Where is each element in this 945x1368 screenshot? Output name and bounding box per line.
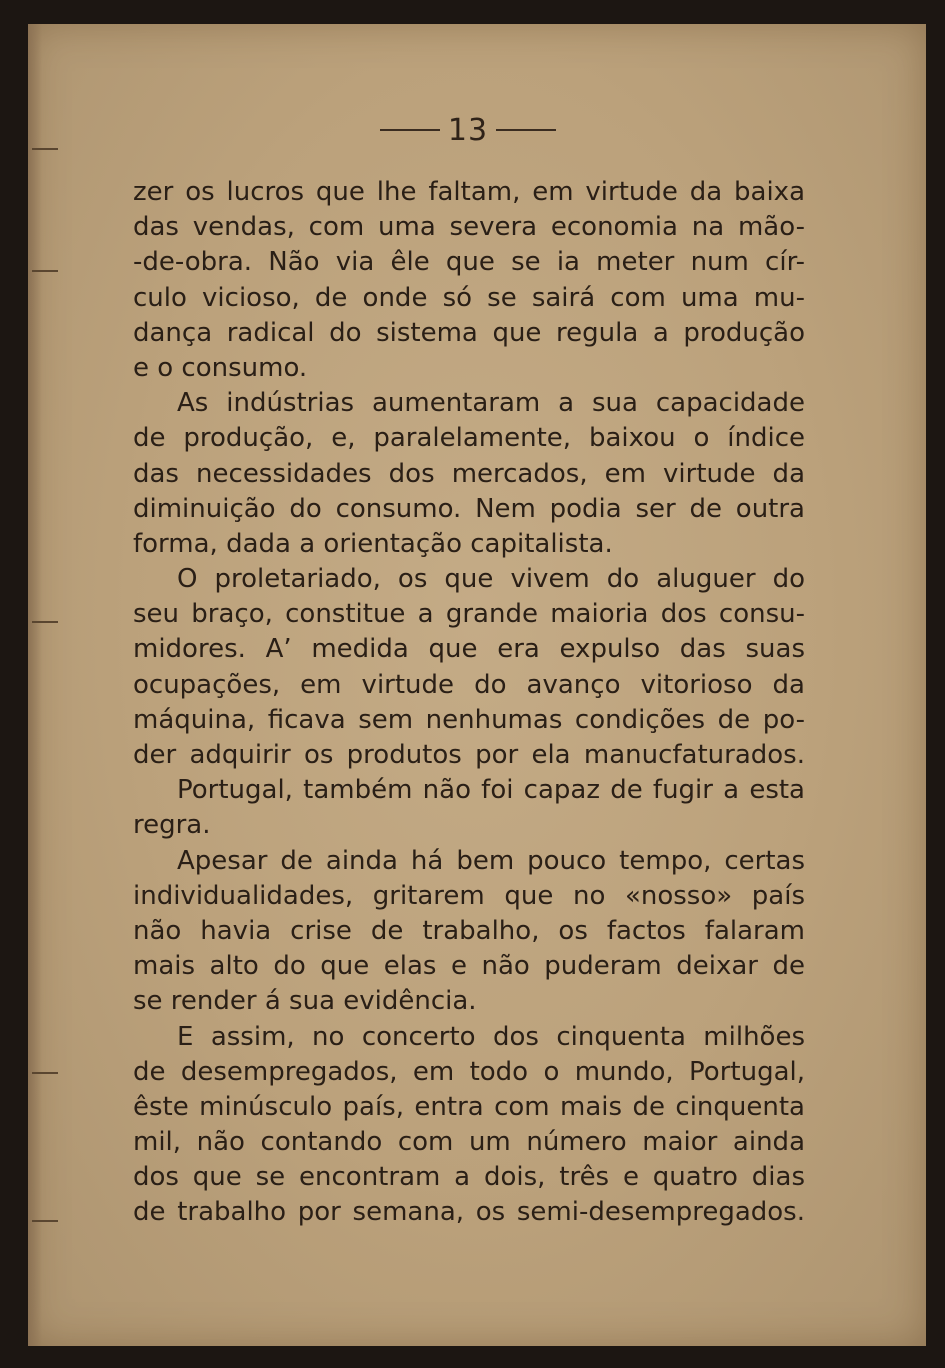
text-line: Portugal, também não foi capaz de fugir a esta (177, 775, 805, 806)
text-line: de desempregados, em todo o mundo, Portugal, (133, 1056, 805, 1087)
text-line: diminuição do consumo. Nem podia ser de outra (133, 493, 805, 524)
text-line: das vendas, com uma severa economia na mão- (133, 212, 805, 243)
text-line: dos que se encontram a dois, três e quatro dias (133, 1162, 805, 1193)
book-page (28, 24, 926, 1346)
header-rule-right (496, 129, 556, 131)
text-line: mil, não contando com um número maior ainda (133, 1127, 805, 1158)
text-line: As indústrias aumentaram a sua capacidade (177, 388, 805, 419)
text-line: de trabalho por semana, os semi-desempregados. (133, 1197, 805, 1228)
binding-mark (32, 1072, 58, 1074)
header-rule-left (380, 129, 440, 131)
text-line: -de-obra. Não via êle que se ia meter num cír- (133, 247, 805, 278)
text-line: zer os lucros que lhe faltam, em virtude da baixa (133, 177, 805, 207)
body-text (133, 175, 805, 1231)
text-line: E assim, no concerto dos cinquenta milhões (177, 1021, 805, 1052)
text-line: midores. A’ medida que era expulso das suas (133, 634, 805, 665)
binding-mark (32, 270, 58, 272)
text-line: êste minúsculo país, entra com mais de cinquenta (133, 1091, 805, 1122)
text-line: não havia crise de trabalho, os factos falaram (133, 915, 805, 946)
text-line: seu braço, constitue a grande maioria dos consu- (133, 599, 805, 630)
text-line: e o consumo. (133, 352, 308, 383)
text-line: máquina, ficava sem nenhumas condições de po- (133, 704, 805, 735)
text-line: ocupações, em virtude do avanço vitorioso da (133, 669, 805, 700)
text-line: der adquirir os produtos por ela manucfaturados. (133, 740, 805, 770)
text-line: das necessidades dos mercados, em virtude da (133, 458, 805, 489)
text-line: culo vicioso, de onde só se sairá com uma mu- (133, 282, 805, 313)
page-edge-shadow (28, 24, 42, 1346)
binding-mark (32, 621, 58, 623)
binding-mark (32, 1220, 58, 1222)
page-header (358, 108, 578, 152)
page-number: 13 (447, 112, 489, 148)
text-line: de produção, e, paralelamente, baixou o índice (133, 423, 805, 454)
text-line: se render á sua evidência. (133, 986, 477, 1017)
text-line: forma, dada a orientação capitalista. (133, 528, 613, 559)
text-line: individualidades, gritarem que no «nosso» país (133, 880, 805, 911)
text-line: mais alto do que elas e não puderam deixar de (133, 951, 805, 982)
text-line: dança radical do sistema que regula a produção (133, 317, 805, 348)
text-line: Apesar de ainda há bem pouco tempo, certas (177, 845, 805, 876)
binding-mark (32, 148, 58, 150)
text-line: O proletariado, os que vivem do aluguer do (177, 564, 805, 595)
text-line: regra. (133, 810, 211, 841)
